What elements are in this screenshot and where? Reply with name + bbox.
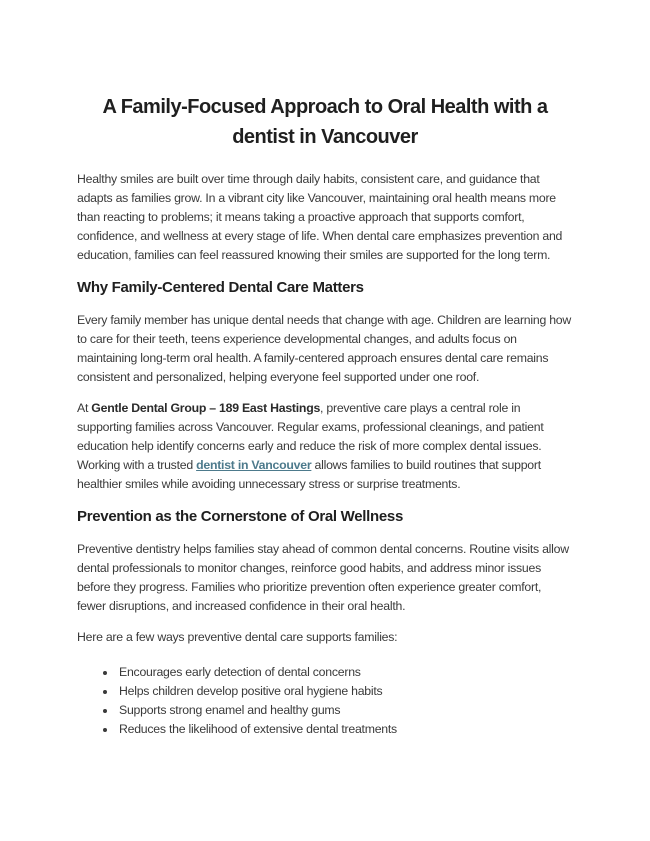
paragraph-clinic bbox=[77, 399, 573, 494]
section-heading-prevention: Prevention as the Cornerstone of Oral Wellness bbox=[77, 508, 404, 525]
dentist-in-vancouver-link[interactable]: dentist in Vancouver bbox=[196, 458, 312, 472]
page-title bbox=[77, 92, 573, 152]
clinic-name-bold: Gentle Dental Group – 189 East Hastings bbox=[91, 401, 321, 415]
list-item: • Helps children develop positive oral hygiene habits bbox=[117, 682, 573, 701]
paragraph-clinic-middle: , preventive care plays a central role in supporting families across Vancouver. Regular exams, professional cleanings, and patient education help identify concerns early and reduce the risk of more complex dental issues. Working with a trusted bbox=[77, 401, 544, 472]
paragraph-clinic-suffix: allows families to build routines that support healthier smiles while avoiding unnecessary stress or surprise treatments. bbox=[77, 458, 541, 491]
page-title-line-1: A Family-Focused Approach to Oral Health with a bbox=[102, 96, 548, 118]
section-heading-family-centered: Why Family-Centered Dental Care Matters bbox=[77, 279, 364, 296]
intro-paragraph: Healthy smiles are built over time through daily habits, consistent care, and guidance that adapts as families grow. In a vibrant city like Vancouver, maintaining oral health means more than reacting to problems; it means taking a proactive approach that supports comfort, confidence, and wellness at every stage of life. When dental care emphasizes prevention and education, families can feel reassured knowing their smiles are supported for the long term. bbox=[77, 172, 563, 262]
paragraph-clinic-prefix: At bbox=[77, 401, 92, 415]
list-item: • Supports strong enamel and healthy gums bbox=[117, 701, 573, 720]
paragraph-preventive-dentistry: Preventive dentistry helps families stay ahead of common dental concerns. Routine visits allow dental professionals to monitor changes, reinforce good habits, and address minor issues before they progress. Families who prioritize prevention often experience greater comfort, fewer disruptions, and increased confidence in their oral health. bbox=[77, 542, 569, 613]
list-item: • Encourages early detection of dental concerns bbox=[117, 663, 573, 682]
list-item: • Reduces the likelihood of extensive dental treatments bbox=[117, 720, 573, 739]
page-title-line-2: dentist in Vancouver bbox=[232, 126, 418, 148]
paragraph-unique-needs: Every family member has unique dental needs that change with age. Children are learning how to care for their teeth, teens experience developmental changes, and adults focus on maintaining long-term oral health. A family-centered approach ensures dental care remains consistent and personalized, helping everyone feel supported under one roof. bbox=[77, 313, 572, 384]
paragraph-list-intro: Here are a few ways preventive dental care supports families: bbox=[77, 630, 398, 644]
prevention-benefits-list bbox=[77, 663, 573, 739]
